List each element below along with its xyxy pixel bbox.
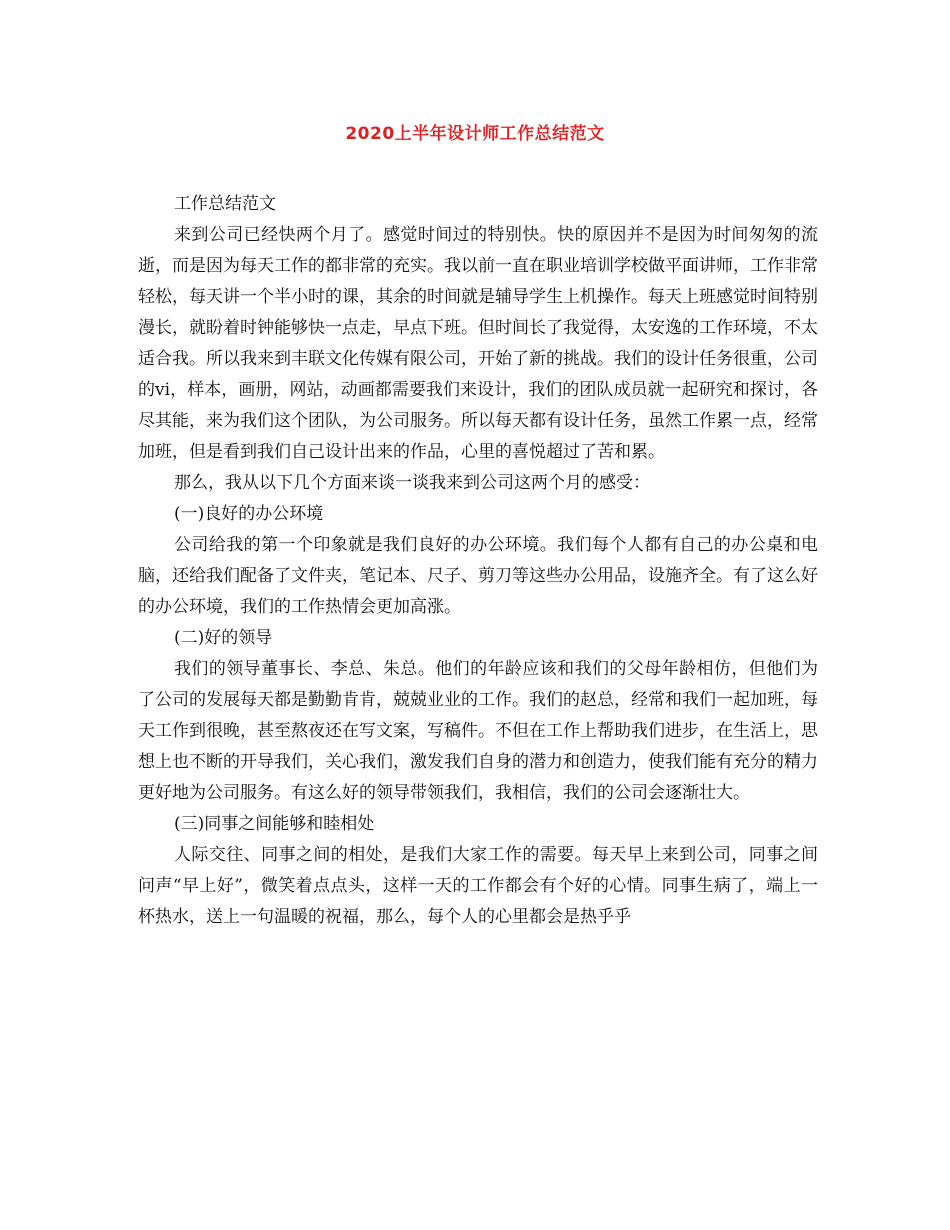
paragraph-leadership: 我们的领导董事长、李总、朱总。他们的年龄应该和我们的父母年龄相仿，但他们为了公司的发展每天都是勤勤肯肯，兢兢业业的工作。我们的赵总，经常和我们一起加班，每天工作到很晚，甚至熬夜还在写文案，写稿件。不但在工作上帮助我们进步，在生活上，思想上也不断的开导我们，关心我们，激发我们自身的潜力和创造力，使我们能有充分的精力更好地为公司服务。有这么好的领导带领我们，我相信，我们的公司会逐渐壮大。	[138, 659, 818, 803]
document-body	[138, 189, 818, 933]
document-title: 2020上半年设计师工作总结范文	[345, 124, 605, 144]
section-heading-office-environment: (一)良好的办公环境	[174, 504, 324, 524]
paragraph-colleagues: 人际交往、同事之间的相处，是我们大家工作的需要。每天早上来到公司，同事之间问声“早上好”，微笑着点点头，这样一天的工作都会有个好的心情。同事生病了，端上一杯热水，送上一句温暖的祝福，那么，每个人的心里都会是热乎乎	[138, 845, 818, 927]
paragraph-feelings: 那么，我从以下几个方面来谈一谈我来到公司这两个月的感受：	[174, 473, 650, 493]
paragraph-heading-summary: 工作总结范文	[174, 194, 276, 214]
section-heading-colleagues: (三)同事之间能够和睦相处	[174, 814, 375, 834]
paragraph-office-environment: 公司给我的第一个印象就是我们良好的办公环境。我们每个人都有自己的办公桌和电脑，还给我们配备了文件夹，笔记本、尺子、剪刀等这些办公用品，设施齐全。有了这么好的办公环境，我们的工作热情会更加高涨。	[138, 535, 818, 617]
paragraph-intro: 来到公司已经快两个月了。感觉时间过的特别快。快的原因并不是因为时间匆匆的流逝，而是因为每天工作的都非常的充实。我以前一直在职业培训学校做平面讲师，工作非常轻松，每天讲一个半小时的课，其余的时间就是辅导学生上机操作。每天上班感觉时间特别漫长，就盼着时钟能够快一点走，早点下班。但时间长了我觉得，太安逸的工作环境，不太适合我。所以我来到丰联文化传媒有限公司，开始了新的挑战。我们的设计任务很重，公司的vi，样本，画册，网站，动画都需要我们来设计，我们的团队成员就一起研究和探讨，各尽其能，来为我们这个团队，为公司服务。所以每天都有设计任务，虽然工作累一点，经常加班，但是看到我们自己设计出来的作品，心里的喜悦超过了苦和累。	[138, 225, 818, 462]
section-heading-leadership: (二)好的领导	[174, 628, 273, 648]
